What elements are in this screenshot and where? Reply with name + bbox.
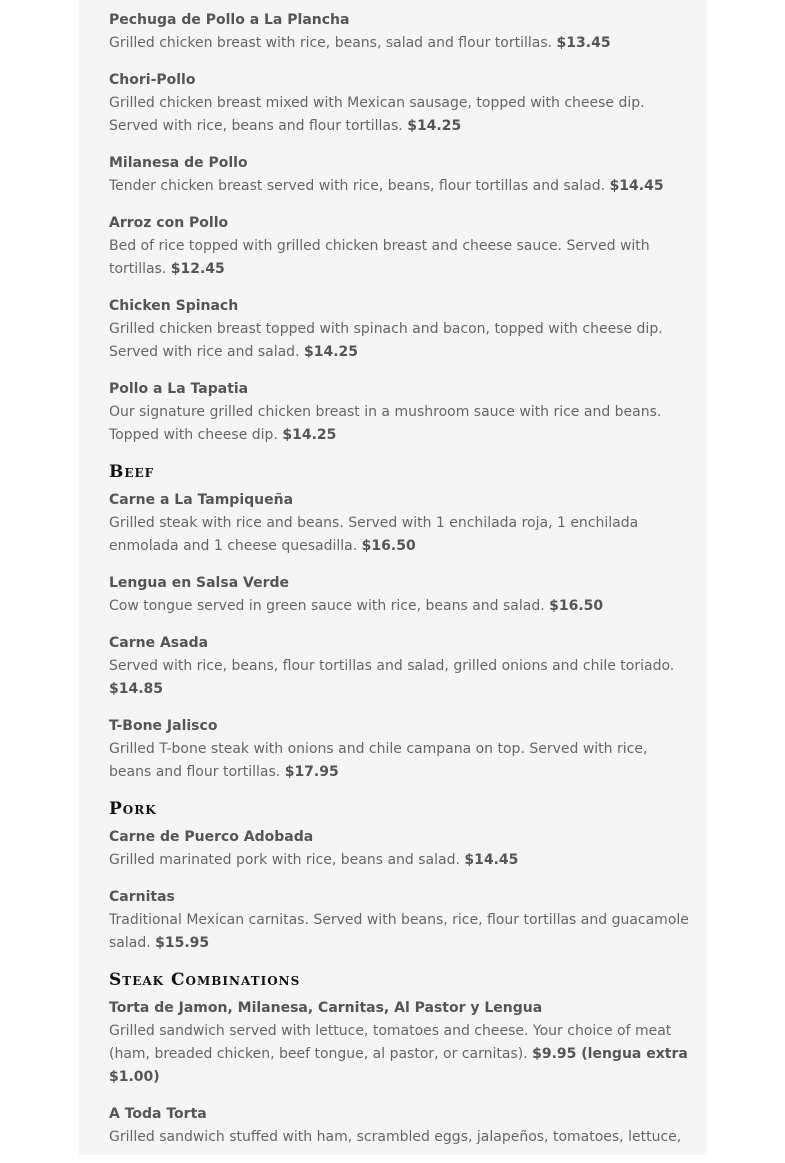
menu-item-description [109,235,689,281]
menu-item [109,997,689,1089]
menu-item-price: $14.85 [109,681,164,697]
menu-content [109,9,689,1163]
menu-item [109,212,689,281]
menu-item-description [109,512,689,558]
menu-item-description [109,175,689,198]
menu-item-description-text: Grilled marinated pork with rice, beans and salad. [109,852,460,868]
menu-item-description-text: Traditional Mexican carnitas. Served with beans, rice, flour tortillas and guacamole salad. [109,912,689,951]
menu-item-name: Milanesa de Pollo [109,155,248,171]
menu-item-price: $14.45 [609,178,664,194]
menu-item-price: $16.50 [549,598,604,614]
menu-item-description-text: Grilled sandwich served with lettuce, tomatoes and cheese. Your choice of meat (ham, breaded chicken, beef tongue, al pastor, or carnitas). [109,1023,672,1062]
menu-item [109,826,689,872]
menu-item-description-text: Grilled steak with rice and beans. Served with 1 enchilada roja, 1 enchilada enmolada and 1 cheese quesadilla. [109,515,639,554]
menu-item [109,489,689,558]
menu-item-name: Carnitas [109,889,175,905]
menu-item [109,152,689,198]
menu-item-price: $12.45 [170,261,225,277]
section-heading: Beef [109,462,155,482]
menu-item [109,295,689,364]
menu-item-description-text: Our signature grilled chicken breast in a mushroom sauce with rice and beans. Topped with cheese dip. [109,404,662,443]
menu-item-name: Chicken Spinach [109,298,239,314]
menu-item [109,69,689,138]
menu-item-description-text: Grilled chicken breast mixed with Mexican sausage, topped with cheese dip. Served with rice, beans and flour tortillas. [109,95,645,134]
menu-item-name: Arroz con Pollo [109,215,229,231]
menu-item-description [109,92,689,138]
menu-item-price: $14.25 [282,427,337,443]
menu-item-name: T-Bone Jalisco [109,718,218,734]
menu-item-description [109,401,689,447]
menu-panel [79,0,707,1155]
menu-item-price: $14.25 [407,118,462,134]
menu-item-description-text: Grilled chicken breast with rice, beans, salad and flour tortillas. [109,35,553,51]
menu-item-description [109,318,689,364]
section-heading: Pork [109,799,157,819]
menu-item-name: Torta de Jamon, Milanesa, Carnitas, Al Pastor y Lengua [109,1000,543,1016]
menu-item-price: $13.45 [556,35,611,51]
menu-item-price: $14.25 [303,344,359,360]
menu-item-name: Lengua en Salsa Verde [109,575,289,591]
menu-item-name: A Toda Torta [109,1106,207,1122]
menu-item-description-text: Tender chicken breast served with rice, beans, flour tortillas and salad. [109,178,606,194]
menu-item-description-text: Grilled chicken breast topped with spinach and bacon, topped with cheese dip. Served with rice and salad. [109,321,663,360]
menu-item-description [109,32,689,55]
menu-item [109,572,689,618]
menu-item-name: Carne Asada [109,635,209,651]
menu-item-description [109,849,689,872]
menu-item-price: $9.95 (lengua extra $1.00) [109,1046,688,1085]
section-heading: Steak Combinations [109,970,301,990]
menu-item-description [109,1020,689,1089]
menu-item-name: Chori-Pollo [109,72,196,88]
menu-item-description-text: Grilled T-bone steak with onions and chile campana on top. Served with rice, beans and flour tortillas. [109,741,648,780]
menu-item-price: $16.50 [361,538,416,554]
menu-item-description-text: Grilled sandwich stuffed with ham, scrambled eggs, jalapeños, tomatoes, lettuce, [109,1129,682,1145]
menu-item-name: Carne de Puerco Adobada [109,829,314,845]
menu-item [109,715,689,784]
menu-item-price: $15.95 [155,935,210,951]
menu-item-price: $14.45 [464,852,519,868]
menu-item-name: Pechuga de Pollo a La Plancha [109,12,350,28]
menu-item-description [109,738,689,784]
menu-item-name: Carne a La Tampiqueña [109,492,294,508]
menu-item [109,1103,689,1149]
menu-item-description [109,909,689,955]
menu-item-description-text: Served with rice, beans, flour tortillas and salad, grilled onions and chile toriado. [109,658,675,674]
menu-item [109,9,689,55]
menu-item-description-text: Bed of rice topped with grilled chicken breast and cheese sauce. Served with tortillas. [109,238,650,277]
menu-item [109,886,689,955]
menu-item [109,378,689,447]
menu-item-price: $17.95 [284,764,339,780]
menu-item-description [109,595,689,618]
menu-item [109,632,689,701]
menu-item-description [109,655,689,701]
menu-item-name: Pollo a La Tapatia [109,381,249,397]
menu-item-description-text: Cow tongue served in green sauce with rice, beans and salad. [109,598,545,614]
menu-item-description [109,1126,689,1149]
